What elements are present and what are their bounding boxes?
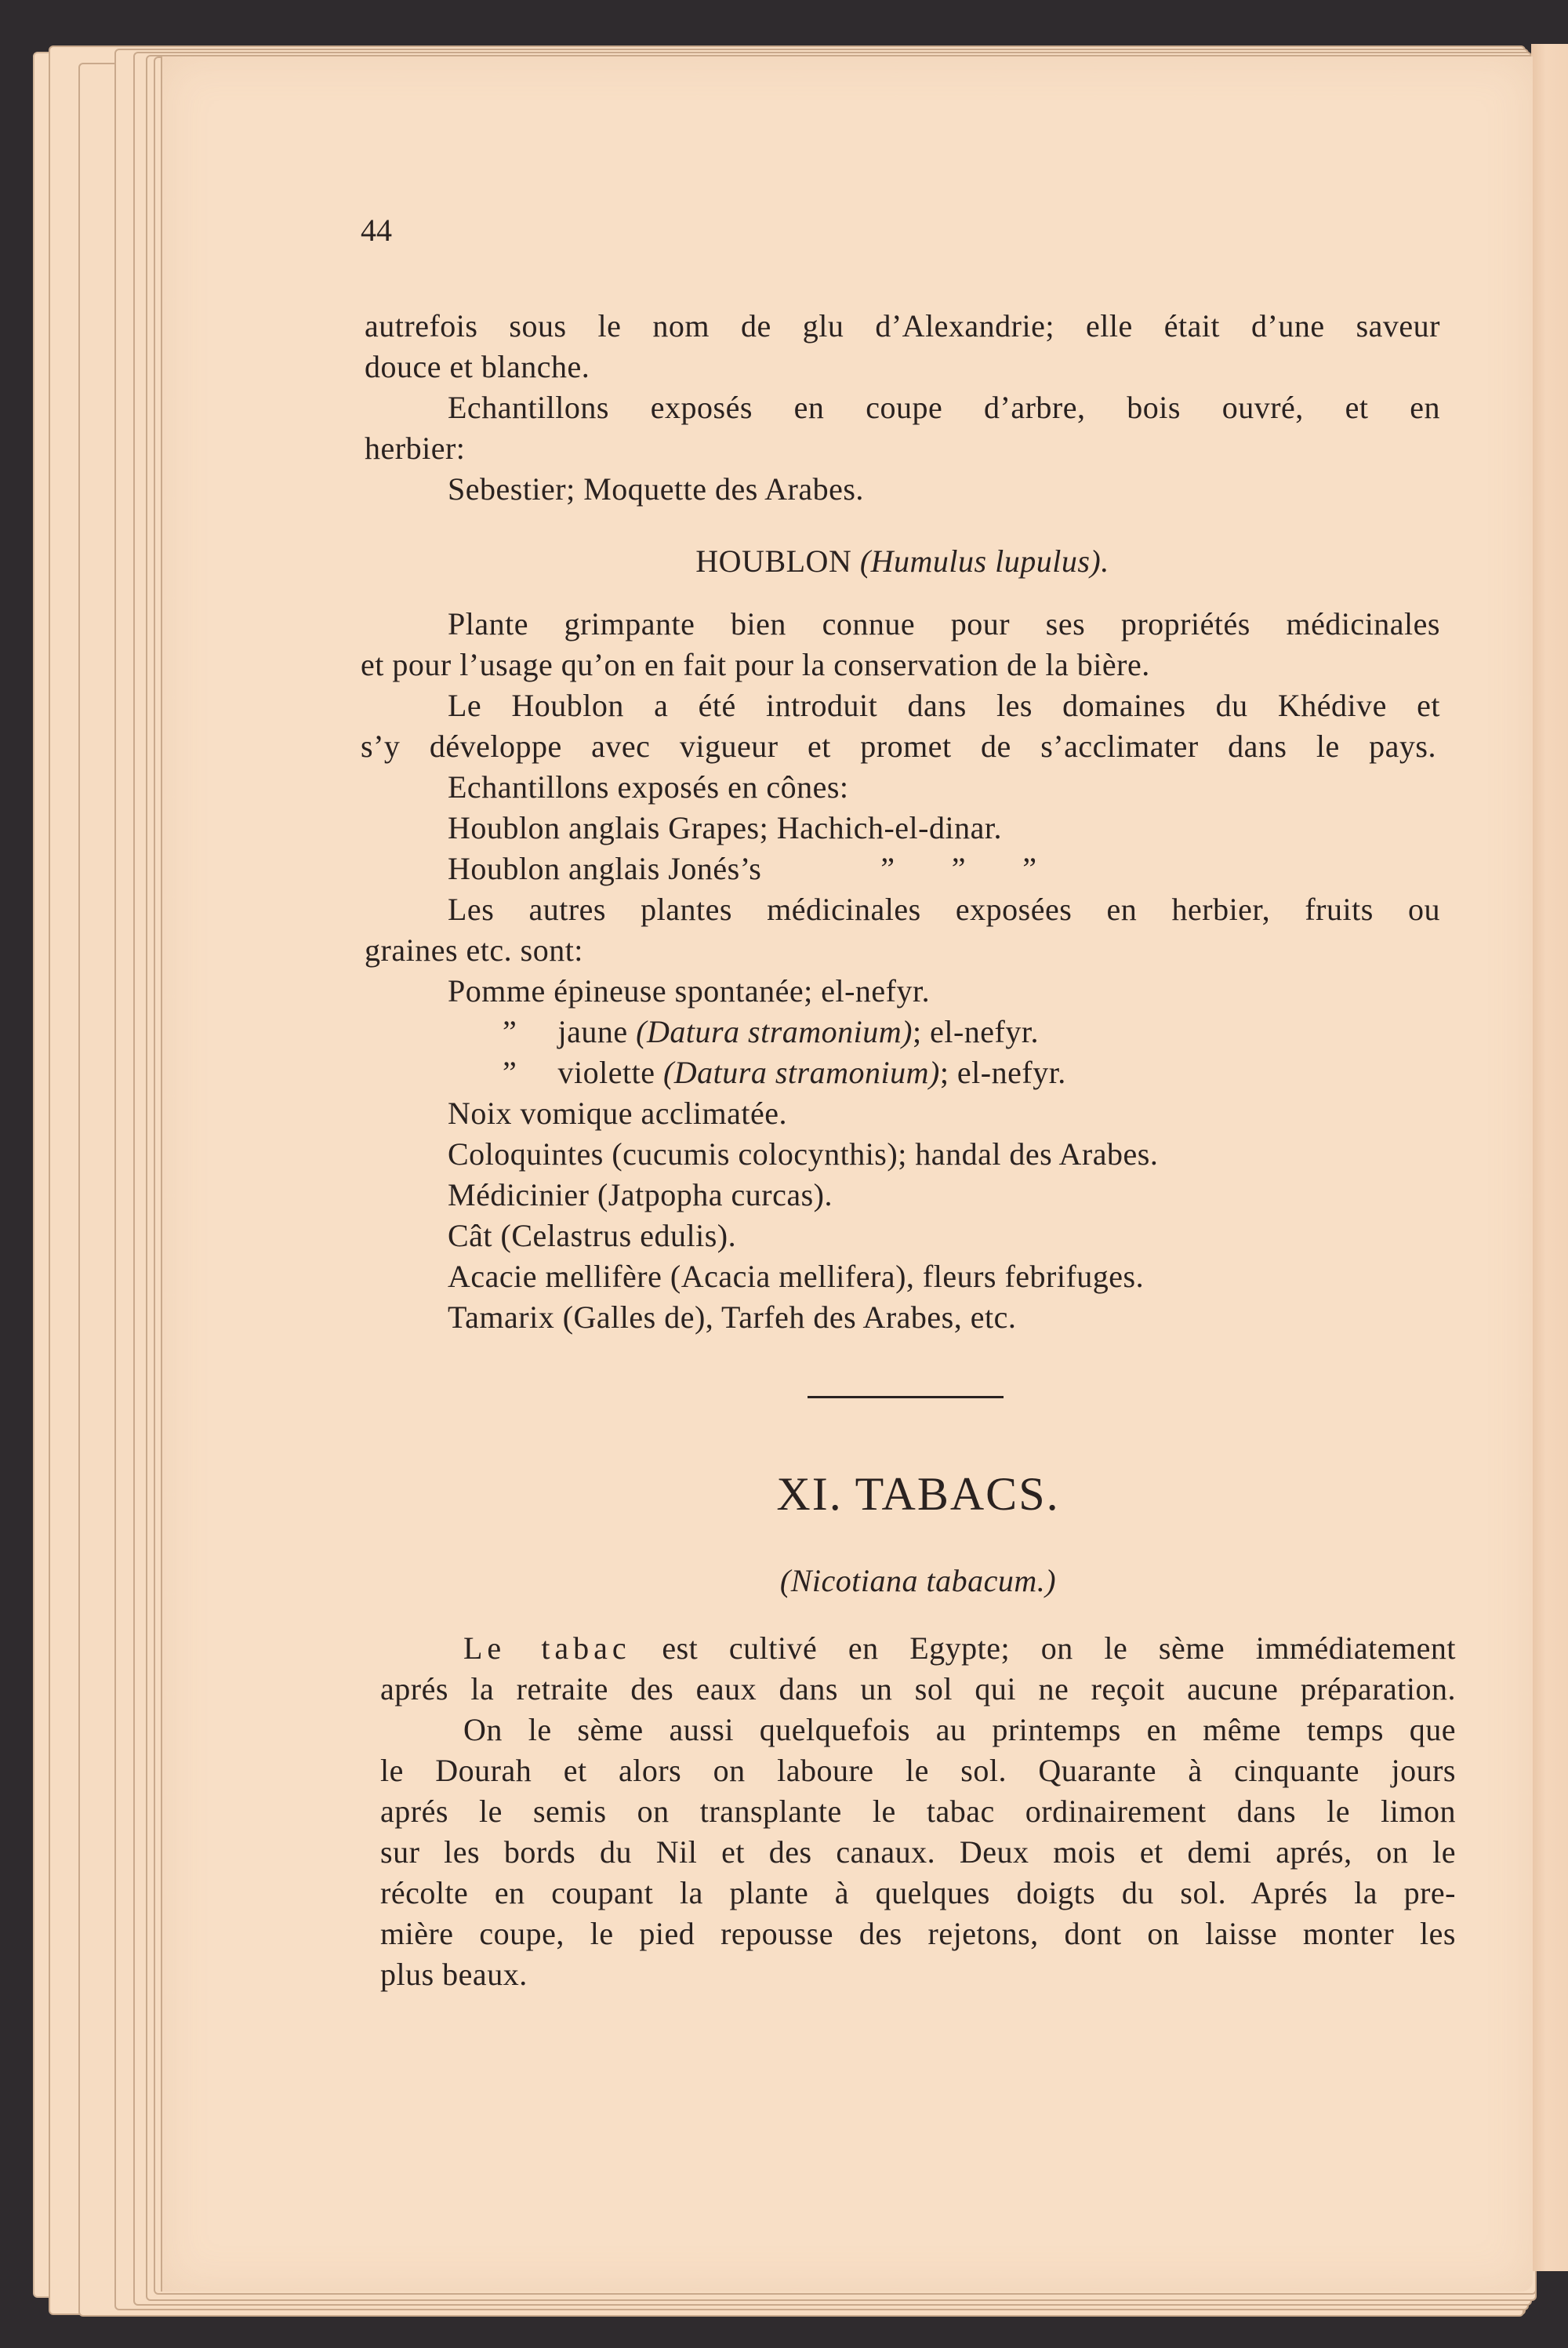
text-span: est cultivé en Egypte; on le sème immédiatement — [662, 1630, 1456, 1666]
text-line: le Dourah et alors on laboure le sol. Quarante à cinquante jours — [380, 1753, 1456, 1788]
list-item — [503, 1052, 1066, 1093]
text-line: aprés le semis on transplante le tabac ordinairement dans le limon — [380, 1794, 1456, 1829]
text-line: Le Houblon a été introduit dans les domaines du Khédive et — [448, 688, 1440, 723]
list-item: Acacie mellifère (Acacia mellifera), fleurs febrifuges. — [448, 1259, 1145, 1294]
list-item: Coloquintes (cucumis colocynthis); handal des Arabes. — [448, 1136, 1159, 1172]
list-item-latin: (Datura stramonium) — [662, 1055, 940, 1090]
list-item: Noix vomique acclimatée. — [448, 1096, 787, 1131]
section-heading-tabacs: XI. TABACS. — [776, 1468, 1060, 1520]
ditto-mark: ” — [951, 851, 966, 886]
text-line: récolte en coupant la plante à quelques doigts du sol. Aprés la pre- — [380, 1875, 1456, 1910]
book-spine — [1531, 44, 1568, 2271]
subheading-latin: (Nicotiana tabacum.) — [779, 1563, 1057, 1598]
text-line: aprés la retraite des eaux dans un sol qui ne reçoit aucune préparation. — [380, 1671, 1456, 1706]
list-item: Tamarix (Galles de), Tarfeh des Arabes, etc. — [448, 1299, 1017, 1335]
text-line: Echantillons exposés en cônes: — [448, 769, 849, 805]
text-line: et pour l’usage qu’on en fait pour la conservation de la bière. — [361, 647, 1150, 682]
text-line: Echantillons exposés en coupe d’arbre, bois ouvré, et en — [448, 390, 1440, 425]
ditto-mark: ” — [880, 851, 895, 886]
text-line: douce et blanche. — [365, 349, 590, 384]
list-item: Médicinier (Jatpopha curcas). — [448, 1177, 833, 1212]
text-line: mière coupe, le pied repousse des rejetons, dont on laisse monter les — [380, 1916, 1456, 1951]
section-heading-houblon — [365, 541, 1440, 582]
heading-latin: (Humulus lupulus). — [859, 543, 1109, 579]
list-item-word: jaune — [557, 1014, 628, 1049]
list-item: Cât (Celastrus edulis). — [448, 1218, 737, 1253]
text-line: Sebestier; Moquette des Arabes. — [448, 471, 864, 507]
list-item-latin: (Datura stramonium) — [636, 1014, 913, 1049]
ditto-mark: ” — [1022, 851, 1037, 886]
spaced-word: Le tabac — [463, 1630, 631, 1666]
text-line: plus beaux. — [380, 1957, 528, 1992]
text-line — [365, 849, 1061, 889]
text-line: Plante grimpante bien connue pour ses propriétés médicinales — [448, 606, 1440, 642]
text-line — [380, 1628, 1456, 1669]
section-subheading — [380, 1561, 1456, 1601]
ditto-mark: ” — [503, 1055, 517, 1090]
list-item — [503, 1012, 1039, 1052]
text-line: autrefois sous le nom de glu d’Alexandrie; elle était d’une saveur — [365, 308, 1440, 343]
text-line: Les autres plantes médicinales exposées en herbier, fruits ou — [448, 892, 1440, 927]
list-item: Pomme épineuse spontanée; el-nefyr. — [448, 973, 931, 1009]
text-line: herbier: — [365, 431, 466, 466]
list-item-word: violette — [557, 1055, 655, 1090]
heading-text: HOUBLON — [695, 543, 852, 579]
ditto-mark: ” — [503, 1014, 517, 1049]
text-line: sur les bords du Nil et des canaux. Deux mois et demi aprés, on le — [380, 1834, 1456, 1870]
text-line: Houblon anglais Grapes; Hachich-el-dinar. — [448, 810, 1002, 845]
text-line: s’y développe avec vigueur et promet de s’acclimater dans le pays. — [361, 729, 1436, 764]
section-divider — [808, 1396, 1004, 1398]
text-line: On le sème aussi quelquefois au printemps en même temps que — [463, 1712, 1456, 1747]
list-item-tail: ; el-nefyr. — [939, 1055, 1066, 1090]
sample-name: Houblon anglais Jonés’s — [448, 851, 762, 886]
list-item-tail: ; el-nefyr. — [912, 1014, 1039, 1049]
text-line: graines etc. sont: — [365, 932, 583, 968]
page-number: 44 — [361, 213, 392, 248]
